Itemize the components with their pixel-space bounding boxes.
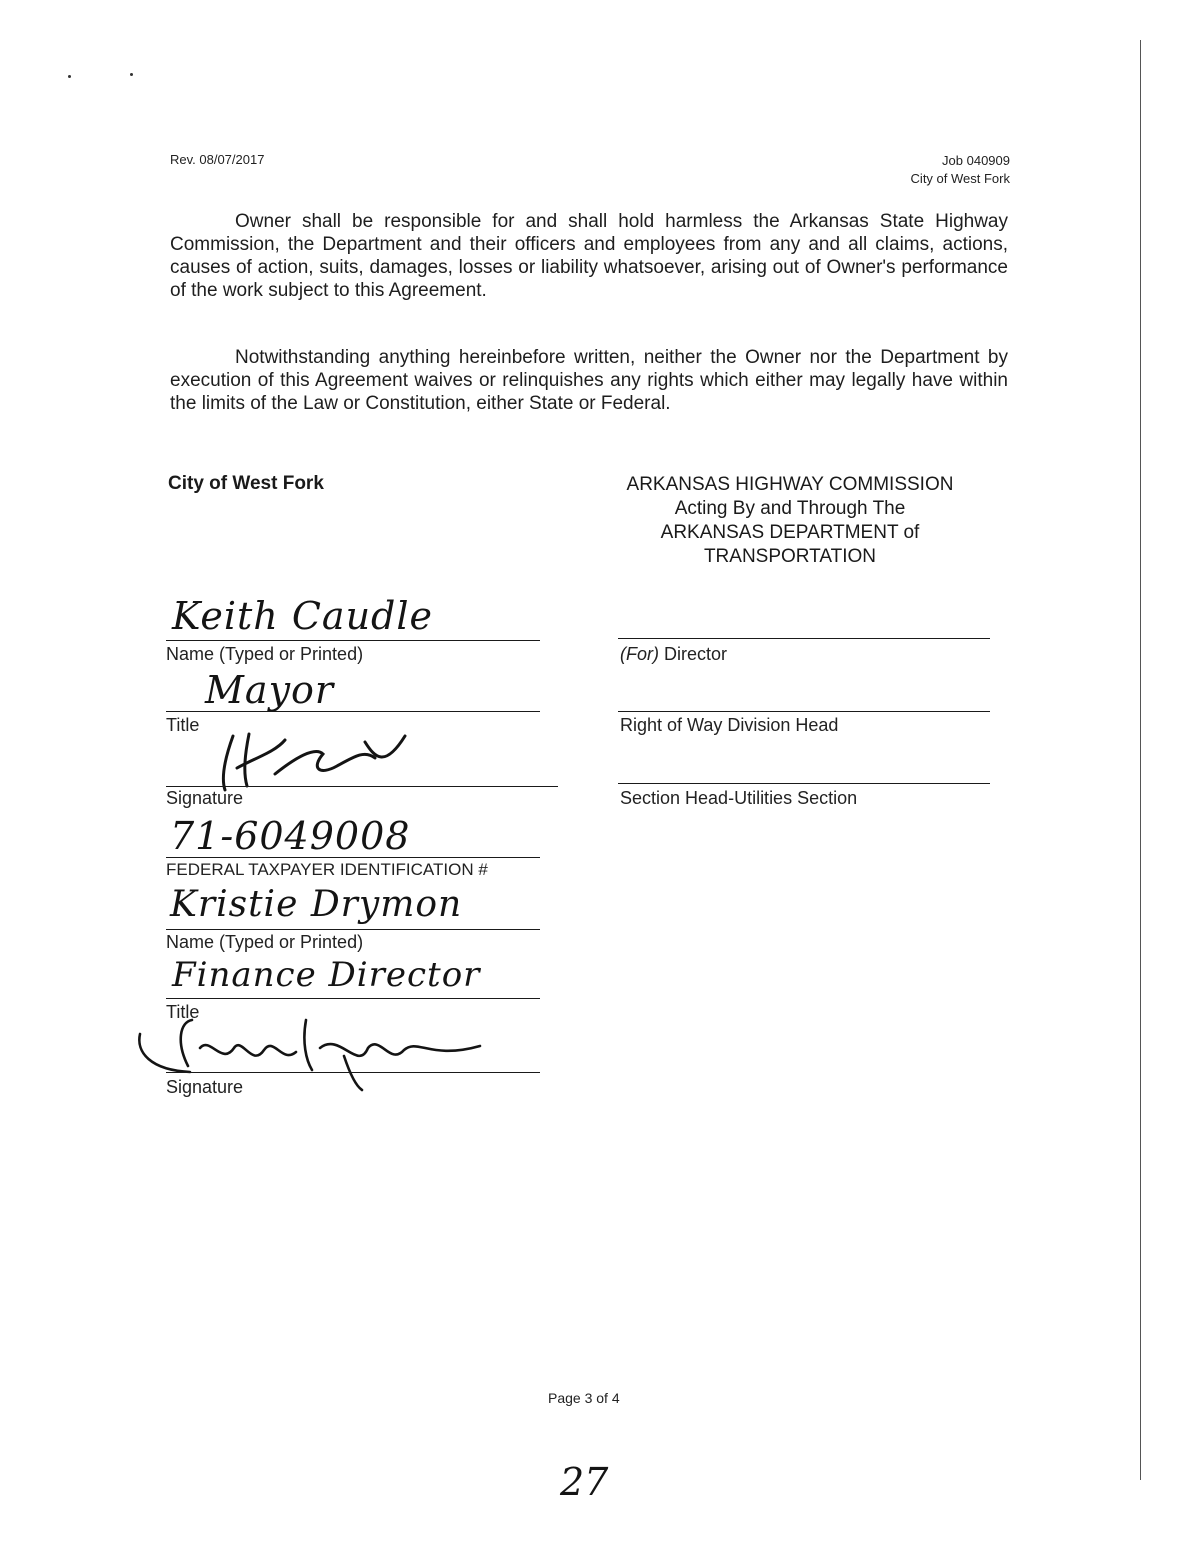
commission-heading-line-2: Acting By and Through The [674, 498, 906, 519]
handwritten-name: Kristie Drymon [170, 884, 463, 925]
signature-line [618, 711, 990, 712]
name-label: Name (Typed or Printed) [166, 932, 364, 952]
signature-line [166, 640, 540, 641]
director-label [620, 644, 727, 665]
scan-speck [68, 75, 71, 78]
handwritten-title: Finance Director [172, 955, 481, 995]
handwritten-tax-id: 71-6049008 [170, 814, 411, 858]
job-city: City of West Fork [910, 171, 1010, 186]
for-prefix: (For) [620, 644, 659, 664]
owner-heading: City of West Fork [168, 473, 324, 494]
handwritten-name: Keith Caudle [172, 594, 434, 638]
page-number: Page 3 of 4 [548, 1390, 620, 1406]
signature-label: Signature [166, 1077, 244, 1097]
rights-paragraph: Notwithstanding anything hereinbefore written, neither the Owner nor the Department by execution of this Agreement waives or relinquishes any rights which either may legally have within the limits of the Law or Constitution, either State or Federal. [170, 347, 1008, 414]
signature-line [166, 1072, 540, 1073]
indemnity-paragraph: Owner shall be responsible for and shall hold harmless the Arkansas State Highway Commission, the Department and their officers and employees from any and all claims, actions, causes of action, suits, damages, losses or liability whatsoever, arising out of Owner's performance of the work subject to this Agreement. [170, 211, 1008, 301]
utilities-section-head-label: Section Head-Utilities Section [620, 788, 858, 808]
name-label: Name (Typed or Printed) [166, 644, 364, 664]
signature-line [618, 783, 990, 784]
row-division-head-label: Right of Way Division Head [620, 715, 839, 735]
signature-line [166, 786, 558, 787]
title-label: Title [166, 715, 200, 735]
director-text: Director [664, 644, 728, 664]
handwritten-page-number: 27 [560, 1460, 609, 1504]
signature-line [166, 857, 540, 858]
commission-heading [590, 473, 990, 569]
job-reference [911, 152, 1010, 188]
signature-line [618, 638, 990, 639]
signature-line [166, 711, 540, 712]
signature-label: Signature [166, 788, 244, 808]
title-label: Title [166, 1002, 200, 1022]
signature-scribble-mayor [215, 728, 415, 794]
job-number: Job 040909 [942, 153, 1010, 168]
commission-heading-line-3: ARKANSAS DEPARTMENT of [660, 522, 920, 543]
scan-speck [130, 73, 133, 76]
signature-line [166, 998, 540, 999]
commission-heading-line-4: TRANSPORTATION [703, 546, 877, 567]
scan-edge-line [1140, 40, 1141, 1480]
revision-date: Rev. 08/07/2017 [170, 152, 265, 167]
tax-id-label: FEDERAL TAXPAYER IDENTIFICATION # [166, 860, 488, 879]
handwritten-title: Mayor [205, 668, 335, 712]
commission-heading-line-1: ARKANSAS HIGHWAY COMMISSION [626, 474, 954, 495]
signature-line [166, 929, 540, 930]
